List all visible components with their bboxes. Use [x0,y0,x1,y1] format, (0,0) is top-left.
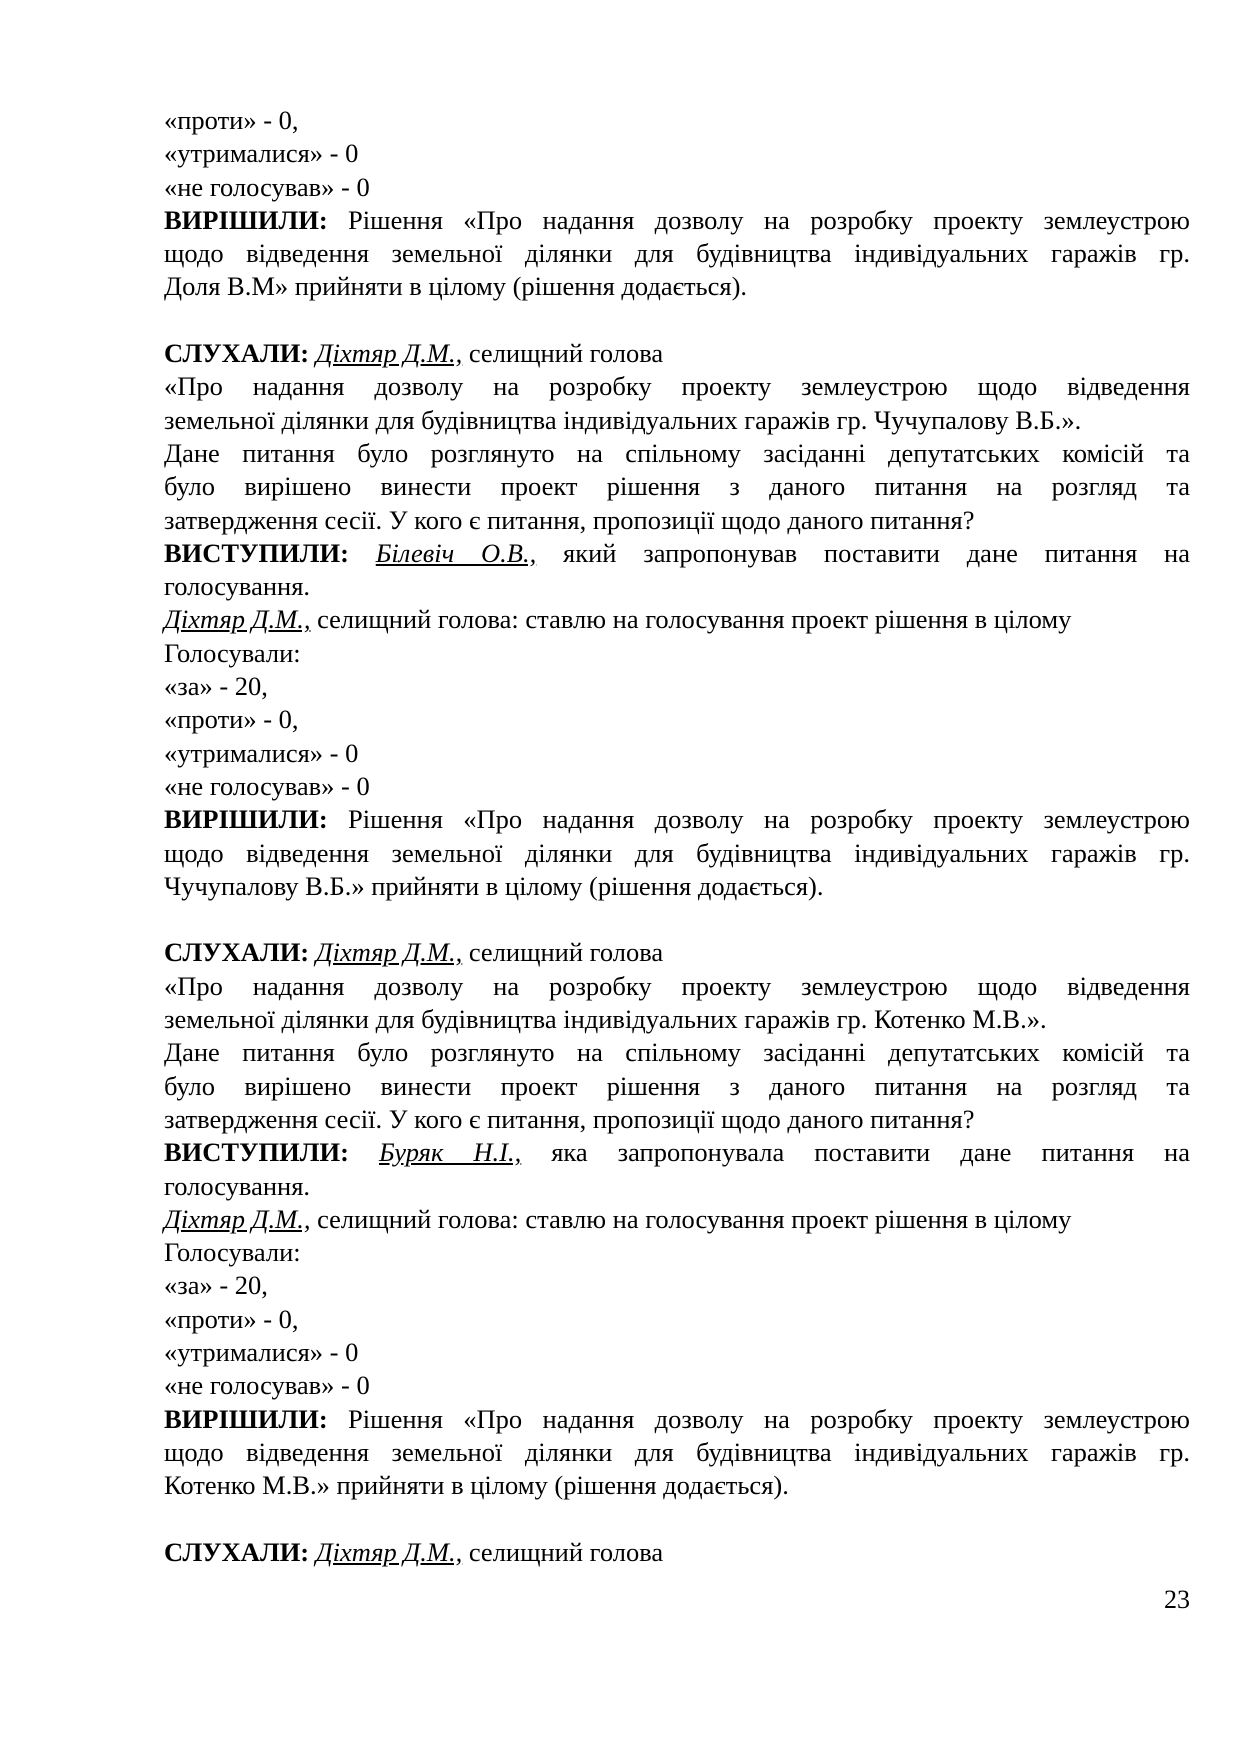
text-line [164,1203,1190,1236]
text-segment: селищний голова: ставлю на голосування проект рішення в цілому [310,604,1072,635]
section-label: СЛУХАЛИ: [164,937,310,968]
text-line [164,1003,1190,1036]
text-segment: щодо відведення земельної ділянки для будівництва індивідуальних гаражів гр. [164,238,1190,269]
speaker-name: Діхтяр Д.М., [164,604,311,635]
text-segment: було вирішено винести проект рішення з даного питання на розгляд та [164,1070,1190,1101]
text-line [164,470,1190,503]
text-line [164,803,1190,836]
paragraph-gap [164,903,1190,936]
text-line [164,1269,1190,1302]
text-segment: селищний голова [462,1536,664,1567]
text-segment: щодо відведення земельної ділянки для будівництва індивідуальних гаражів гр. [164,1436,1190,1467]
text-line [164,603,1190,636]
text-segment: земельної ділянки для будівництва індивідуальних гаражів гр. Чучупалову В.Б.». [164,404,1082,435]
text-segment: Рішення «Про надання дозволу на розробку проекту землеустрою [327,1403,1190,1434]
text-segment: затвердження сесії. У кого є питання, пропозиції щодо даного питання? [164,1103,975,1134]
text-segment: «утрималися» - 0 [164,1336,359,1367]
text-segment: «проти» - 0, [164,1303,299,1334]
text-segment: голосування. [164,1170,311,1201]
text-segment: Чучупалову В.Б.» прийняти в цілому (рішення додається). [164,870,824,901]
text-segment: Котенко М.В.» прийняти в цілому (рішення додається). [164,1470,789,1501]
text-line [164,670,1190,703]
text-line [164,337,1190,370]
text-segment: селищний голова [462,937,664,968]
speaker-name: Діхтяр Д.М., [315,1536,463,1567]
text-line [164,703,1190,736]
text-segment: затвердження сесії. У кого є питання, пропозиції щодо даного питання? [164,504,975,535]
text-segment [309,338,316,368]
section-label: ВИРІШИЛИ: [164,204,328,235]
text-segment: «Про надання дозволу на розробку проекту землеустрою щодо відведення [164,970,1190,1001]
text-segment [309,937,316,967]
text-segment: Голосували: [164,1237,301,1268]
text-line [164,837,1190,870]
text-segment: щодо відведення земельної ділянки для будівництва індивідуальних гаражів гр. [164,837,1190,868]
text-line [164,237,1190,270]
text-segment: Доля В.М» прийняти в цілому (рішення додається). [164,271,748,302]
text-line [164,1170,1190,1203]
section-label: СЛУХАЛИ: [164,1536,310,1567]
text-line [164,1070,1190,1103]
paragraph-gap [164,304,1190,337]
text-segment: який запропонував поставити дане питання на [536,537,1190,568]
text-line [164,270,1190,303]
text-segment: Рішення «Про надання дозволу на розробку проекту землеустрою [327,804,1190,835]
text-segment: селищний голова: ставлю на голосування проект рішення в цілому [310,1203,1072,1234]
text-segment: Дане питання було розглянуто на спільному засіданні депутатських комісій та [164,1037,1190,1068]
speaker-name: Білевіч О.В., [375,537,537,568]
text-segment: Дане питання було розглянуто на спільному засіданні депутатських комісій та [164,437,1190,468]
section-label: ВИСТУПИЛИ: [164,537,349,568]
text-line [164,537,1190,570]
text-line [164,770,1190,803]
text-line [164,370,1190,403]
text-line [164,1536,1190,1569]
text-line [164,570,1190,603]
text-line [164,1436,1190,1469]
text-line [164,870,1190,903]
text-segment: «не голосував» - 0 [164,1370,370,1401]
text-segment: «за» - 20, [164,1270,268,1301]
text-line [164,137,1190,170]
text-segment: земельної ділянки для будівництва індивідуальних гаражів гр. Котенко М.В.». [164,1004,1047,1035]
text-segment: було вирішено винести проект рішення з даного питання на розгляд та [164,471,1190,502]
text-segment: голосування. [164,571,311,602]
text-line [164,1103,1190,1136]
text-segment: «не голосував» - 0 [164,770,370,801]
text-line [164,637,1190,670]
text-segment [349,538,376,568]
page-number: 23 [1164,1585,1190,1614]
text-segment: «проти» - 0, [164,704,299,735]
text-line [164,437,1190,470]
text-segment: селищний голова [462,338,664,369]
section-label: СЛУХАЛИ: [164,338,310,369]
text-segment: «проти» - 0, [164,105,299,135]
paragraph-gap [164,1502,1190,1535]
speaker-name: Буряк Н.І., [379,1137,522,1168]
text-line [164,1403,1190,1436]
text-segment: Рішення «Про надання дозволу на розробку проекту землеустрою [327,204,1190,235]
text-segment: яка запропонувала поставити дане питання на [521,1137,1191,1168]
text-line [164,970,1190,1003]
text-segment [309,1537,316,1567]
section-label: ВИСТУПИЛИ: [164,1137,349,1168]
text-line [164,936,1190,969]
text-line [164,1336,1190,1369]
text-line [164,404,1190,437]
text-segment: «утрималися» - 0 [164,138,359,169]
text-line [164,1036,1190,1069]
text-line [164,504,1190,537]
speaker-name: Діхтяр Д.М., [315,338,463,369]
speaker-name: Діхтяр Д.М., [315,937,463,968]
text-line [164,1469,1190,1502]
speaker-name: Діхтяр Д.М., [164,1203,311,1234]
section-label: ВИРІШИЛИ: [164,804,328,835]
text-line [164,204,1190,237]
text-segment [349,1137,379,1167]
section-label: ВИРІШИЛИ: [164,1403,328,1434]
text-segment: Голосували: [164,637,301,668]
document-body [164,104,1190,1569]
text-segment: «утрималися» - 0 [164,737,359,768]
text-line [164,104,1190,137]
text-line [164,1236,1190,1269]
text-line [164,1136,1190,1169]
text-segment: «не голосував» - 0 [164,171,370,202]
text-line [164,1303,1190,1336]
text-segment: «за» - 20, [164,671,268,702]
text-segment: «Про надання дозволу на розробку проекту землеустрою щодо відведення [164,371,1190,402]
text-line [164,737,1190,770]
text-line [164,1369,1190,1402]
text-line [164,171,1190,204]
